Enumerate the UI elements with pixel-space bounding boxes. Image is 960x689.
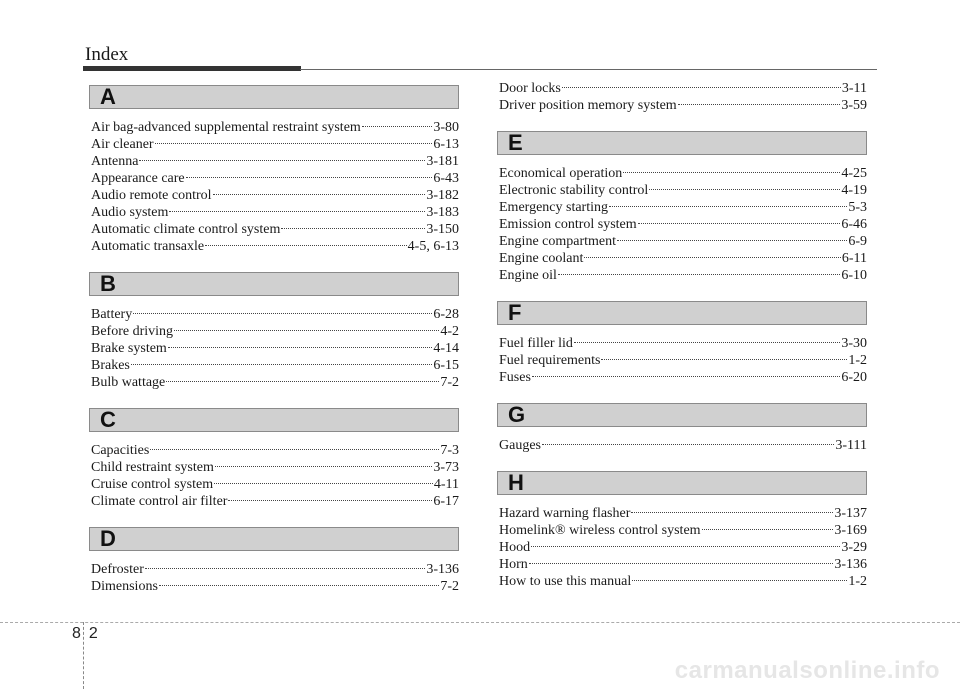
dot-leader bbox=[166, 381, 439, 382]
entry-page-ref: 6-43 bbox=[433, 171, 459, 186]
index-entry[interactable] bbox=[91, 493, 459, 510]
entry-page-ref: 4-2 bbox=[440, 324, 459, 339]
entry-page-ref: 7-2 bbox=[440, 375, 459, 390]
section-entries bbox=[89, 119, 459, 255]
footer-rule bbox=[0, 622, 960, 623]
entry-label: Appearance care bbox=[91, 171, 185, 186]
entry-page-ref: 3-59 bbox=[841, 98, 867, 113]
dot-leader bbox=[139, 160, 425, 161]
index-entry[interactable] bbox=[499, 556, 867, 573]
dot-leader bbox=[601, 359, 847, 360]
section-header-bar bbox=[497, 403, 867, 427]
entry-page-ref: 6-20 bbox=[841, 370, 867, 385]
dot-leader bbox=[623, 172, 840, 173]
section-letter: H bbox=[508, 470, 524, 495]
entry-label: Antenna bbox=[91, 154, 139, 169]
index-entry[interactable] bbox=[499, 505, 867, 522]
index-entry[interactable] bbox=[91, 153, 459, 170]
entry-label: Battery bbox=[91, 307, 133, 322]
entry-label: Automatic climate control system bbox=[91, 222, 281, 237]
entry-label: Climate control air filter bbox=[91, 494, 228, 509]
index-entry[interactable] bbox=[91, 459, 459, 476]
dot-leader bbox=[631, 512, 833, 513]
entry-page-ref: 4-11 bbox=[433, 477, 459, 492]
entry-label: Door locks bbox=[499, 81, 561, 96]
entry-page-ref: 6-9 bbox=[848, 234, 867, 249]
dot-leader bbox=[205, 245, 407, 246]
dot-leader bbox=[638, 223, 841, 224]
dot-leader bbox=[215, 466, 432, 467]
section-entries bbox=[497, 505, 867, 590]
entry-page-ref: 7-2 bbox=[440, 579, 459, 594]
dot-leader bbox=[362, 126, 433, 127]
index-entry[interactable] bbox=[91, 238, 459, 255]
dot-leader bbox=[145, 568, 425, 569]
entry-page-ref: 6-13 bbox=[433, 137, 459, 152]
page-sub-number: 2 bbox=[88, 625, 98, 642]
index-entry[interactable] bbox=[499, 80, 867, 97]
section-header-bar bbox=[497, 301, 867, 325]
index-section bbox=[497, 403, 867, 454]
entry-page-ref: 7-3 bbox=[440, 443, 459, 458]
section-entries bbox=[89, 442, 459, 510]
index-entry[interactable] bbox=[499, 216, 867, 233]
dot-leader bbox=[542, 444, 834, 445]
entry-label: Economical operation bbox=[499, 166, 623, 181]
section-letter: B bbox=[100, 271, 116, 296]
dot-leader bbox=[678, 104, 841, 105]
entry-page-ref: 3-73 bbox=[433, 460, 459, 475]
entry-page-ref: 4-14 bbox=[433, 341, 459, 356]
page-number bbox=[72, 625, 106, 643]
dot-leader bbox=[562, 87, 841, 88]
index-entry[interactable] bbox=[499, 437, 867, 454]
dot-leader bbox=[169, 211, 425, 212]
section-entries bbox=[497, 165, 867, 284]
index-entry[interactable] bbox=[91, 374, 459, 391]
index-entry[interactable] bbox=[499, 97, 867, 114]
entry-label: Fuel requirements bbox=[499, 353, 601, 368]
entry-label: Audio system bbox=[91, 205, 169, 220]
dot-leader bbox=[186, 177, 433, 178]
entry-page-ref: 3-150 bbox=[426, 222, 459, 237]
entry-label: Gauges bbox=[499, 438, 541, 453]
section-header-bar bbox=[89, 408, 459, 432]
index-entry[interactable] bbox=[91, 340, 459, 357]
entry-page-ref: 4-25 bbox=[841, 166, 867, 181]
index-entry[interactable] bbox=[91, 204, 459, 221]
section-letter: A bbox=[100, 84, 116, 109]
header-rule-thick bbox=[83, 66, 301, 71]
entry-page-ref: 5-3 bbox=[848, 200, 867, 215]
entry-page-ref: 6-10 bbox=[841, 268, 867, 283]
dot-leader bbox=[649, 189, 840, 190]
entry-page-ref: 3-136 bbox=[426, 562, 459, 577]
dot-leader bbox=[168, 347, 433, 348]
entry-label: Before driving bbox=[91, 324, 174, 339]
index-entry[interactable] bbox=[499, 267, 867, 284]
entry-page-ref: 3-181 bbox=[426, 154, 459, 169]
dot-leader bbox=[617, 240, 847, 241]
entry-page-ref: 3-183 bbox=[426, 205, 459, 220]
entry-label: Fuel filler lid bbox=[499, 336, 573, 351]
dot-leader bbox=[159, 585, 439, 586]
index-entry[interactable] bbox=[91, 357, 459, 374]
entry-page-ref: 6-28 bbox=[433, 307, 459, 322]
index-section bbox=[89, 408, 459, 510]
entry-page-ref: 3-11 bbox=[841, 81, 867, 96]
entry-label: Fuses bbox=[499, 370, 531, 385]
index-column-right bbox=[497, 80, 867, 607]
entry-page-ref: 4-5, 6-13 bbox=[407, 239, 459, 254]
dot-leader bbox=[531, 546, 840, 547]
index-entry[interactable] bbox=[499, 250, 867, 267]
entry-label: Horn bbox=[499, 557, 528, 572]
index-section bbox=[497, 301, 867, 386]
section-entries bbox=[497, 335, 867, 386]
section-letter: G bbox=[508, 402, 526, 427]
entry-page-ref: 1-2 bbox=[848, 574, 867, 589]
index-section bbox=[497, 471, 867, 590]
entry-label: Audio remote control bbox=[91, 188, 212, 203]
entry-page-ref: 3-30 bbox=[841, 336, 867, 351]
index-entry[interactable] bbox=[499, 539, 867, 556]
dot-leader bbox=[281, 228, 425, 229]
entry-label: Air cleaner bbox=[91, 137, 154, 152]
index-entry[interactable] bbox=[91, 187, 459, 204]
index-entry[interactable] bbox=[499, 182, 867, 199]
entry-page-ref: 3-137 bbox=[834, 506, 867, 521]
dot-leader bbox=[228, 500, 432, 501]
dot-leader bbox=[131, 364, 432, 365]
index-entry[interactable] bbox=[499, 165, 867, 182]
entry-page-ref: 6-17 bbox=[433, 494, 459, 509]
page-chapter-number: 8 bbox=[72, 625, 81, 642]
entry-label: Electronic stability control bbox=[499, 183, 649, 198]
entry-page-ref: 4-19 bbox=[841, 183, 867, 198]
entry-label: Capacities bbox=[91, 443, 150, 458]
entry-label: Engine coolant bbox=[499, 251, 584, 266]
dot-leader bbox=[213, 194, 426, 195]
index-section bbox=[497, 131, 867, 284]
index-entry[interactable] bbox=[91, 119, 459, 136]
index-entry[interactable] bbox=[91, 561, 459, 578]
index-entry[interactable] bbox=[499, 573, 867, 590]
entry-label: Emergency starting bbox=[499, 200, 608, 215]
section-entries bbox=[89, 561, 459, 595]
index-entry[interactable] bbox=[91, 578, 459, 595]
page-title: Index bbox=[85, 44, 129, 65]
header-rule-thin bbox=[300, 69, 877, 70]
section-header-bar bbox=[89, 527, 459, 551]
dot-leader bbox=[214, 483, 433, 484]
entry-page-ref: 6-15 bbox=[433, 358, 459, 373]
entry-page-ref: 3-29 bbox=[841, 540, 867, 555]
section-letter: D bbox=[100, 526, 116, 551]
entry-label: Dimensions bbox=[91, 579, 158, 594]
dot-leader bbox=[574, 342, 840, 343]
entry-label: Homelink® wireless control system bbox=[499, 523, 701, 538]
index-entry[interactable] bbox=[499, 335, 867, 352]
section-header-bar bbox=[497, 131, 867, 155]
entry-label: How to use this manual bbox=[499, 574, 632, 589]
index-entry[interactable] bbox=[91, 476, 459, 493]
entry-label: Defroster bbox=[91, 562, 144, 577]
entry-label: Child restraint system bbox=[91, 460, 214, 475]
entry-page-ref: 3-136 bbox=[834, 557, 867, 572]
entry-label: Emission control system bbox=[499, 217, 637, 232]
entry-page-ref: 6-11 bbox=[841, 251, 867, 266]
section-letter: E bbox=[508, 130, 523, 155]
entry-label: Cruise control system bbox=[91, 477, 214, 492]
dot-leader bbox=[532, 376, 840, 377]
section-letter: C bbox=[100, 407, 116, 432]
dot-leader bbox=[632, 580, 847, 581]
dot-leader bbox=[155, 143, 433, 144]
entry-page-ref: 3-80 bbox=[433, 120, 459, 135]
index-section bbox=[89, 527, 459, 595]
index-entry[interactable] bbox=[499, 369, 867, 386]
dot-leader bbox=[558, 274, 840, 275]
index-entry[interactable] bbox=[91, 306, 459, 323]
entry-label: Driver position memory system bbox=[499, 98, 677, 113]
entry-label: Automatic transaxle bbox=[91, 239, 205, 254]
entry-label: Hazard warning flasher bbox=[499, 506, 631, 521]
index-lead-entries bbox=[497, 80, 867, 114]
index-entry[interactable] bbox=[499, 199, 867, 216]
index-entry[interactable] bbox=[91, 221, 459, 238]
index-entry[interactable] bbox=[91, 136, 459, 153]
section-header-bar bbox=[89, 272, 459, 296]
dot-leader bbox=[609, 206, 847, 207]
entry-page-ref: 3-169 bbox=[834, 523, 867, 538]
entry-page-ref: 3-111 bbox=[835, 438, 867, 453]
entry-label: Brakes bbox=[91, 358, 130, 373]
index-entry[interactable] bbox=[91, 323, 459, 340]
index-entry[interactable] bbox=[499, 233, 867, 250]
entry-label: Air bag-advanced supplemental restraint system bbox=[91, 120, 361, 135]
dot-leader bbox=[584, 257, 840, 258]
dot-leader bbox=[150, 449, 439, 450]
index-entry[interactable] bbox=[91, 442, 459, 459]
section-header-bar bbox=[89, 85, 459, 109]
entry-label: Hood bbox=[499, 540, 531, 555]
index-entry[interactable] bbox=[499, 352, 867, 369]
index-column-left bbox=[89, 85, 459, 612]
watermark: carmanualsonline.info bbox=[674, 657, 940, 684]
index-entry[interactable] bbox=[499, 522, 867, 539]
dot-leader bbox=[133, 313, 432, 314]
index-section bbox=[89, 85, 459, 255]
section-entries bbox=[89, 306, 459, 391]
entry-page-ref: 6-46 bbox=[841, 217, 867, 232]
section-letter: F bbox=[508, 300, 522, 325]
dot-leader bbox=[529, 563, 834, 564]
entry-page-ref: 1-2 bbox=[848, 353, 867, 368]
entry-label: Bulb wattage bbox=[91, 375, 166, 390]
section-entries bbox=[497, 437, 867, 454]
index-entry[interactable] bbox=[91, 170, 459, 187]
dot-leader bbox=[174, 330, 439, 331]
dot-leader bbox=[702, 529, 834, 530]
entry-label: Engine oil bbox=[499, 268, 557, 283]
entry-label: Engine compartment bbox=[499, 234, 617, 249]
section-header-bar bbox=[497, 471, 867, 495]
entry-label: Brake system bbox=[91, 341, 167, 356]
entry-page-ref: 3-182 bbox=[426, 188, 459, 203]
index-section bbox=[89, 272, 459, 391]
